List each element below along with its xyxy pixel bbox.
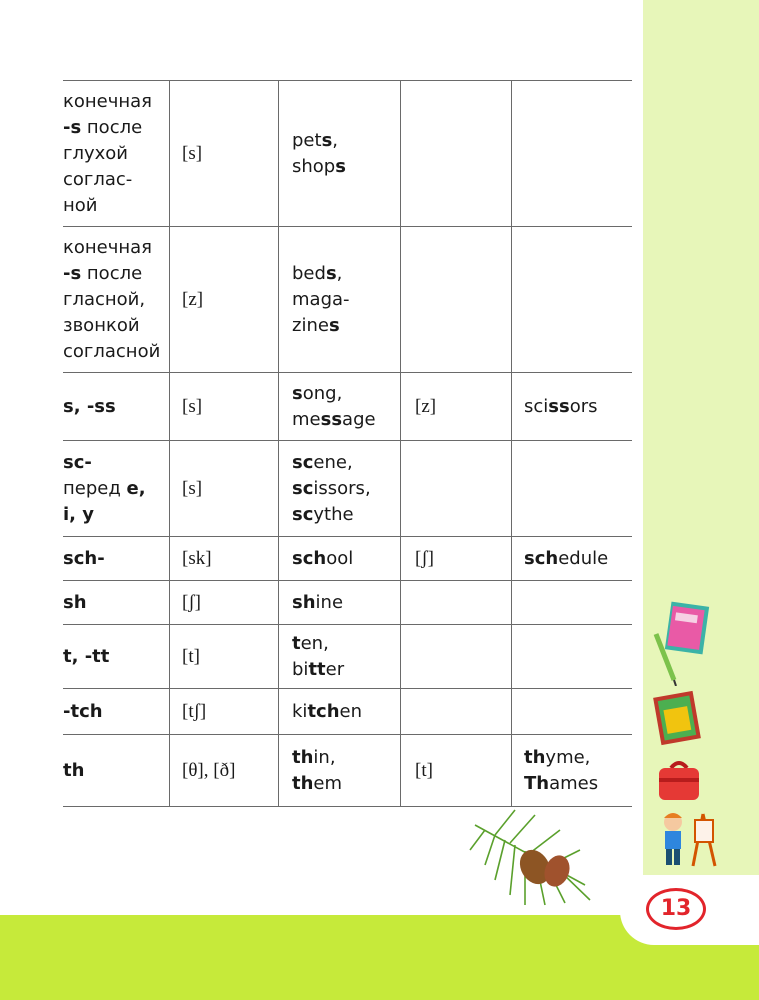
letter-line: i, y	[63, 503, 95, 525]
example2-cell	[512, 373, 633, 441]
example-text: age	[342, 408, 376, 430]
example-text: ool	[326, 547, 354, 569]
example2-cell	[512, 735, 633, 807]
letter-cell: s, -ss	[63, 373, 170, 441]
example-line	[292, 590, 400, 616]
example2-cell	[512, 81, 633, 227]
table-row	[63, 735, 632, 807]
example-line	[292, 287, 400, 313]
example2-cell	[512, 227, 633, 373]
example-text: maga-	[292, 288, 350, 310]
letter-line: ной	[63, 194, 98, 216]
example-text: ,	[336, 262, 343, 284]
letter-bold: -s	[63, 116, 82, 138]
letter-line: гласной,	[63, 288, 146, 310]
example-text: ene,	[313, 451, 353, 473]
example-cell	[279, 625, 401, 689]
letter-bold: e,	[126, 477, 146, 499]
example-text: pet	[292, 129, 322, 151]
example-line	[292, 261, 400, 287]
example-highlight: Th	[524, 772, 550, 794]
example-text: em	[313, 772, 343, 794]
example-text: bi	[292, 658, 309, 680]
example-line	[292, 699, 400, 725]
letter-line: sc-	[63, 451, 92, 473]
letter-bold: -s	[63, 262, 82, 284]
letter-cell: t, -tt	[63, 625, 170, 689]
example-line	[524, 745, 632, 771]
letter-line: звонкой	[63, 314, 140, 336]
example-text: ong,	[302, 382, 343, 404]
letter-line: соглас-	[63, 168, 133, 190]
example-text: er	[325, 658, 345, 680]
example-line	[292, 546, 400, 572]
example-text: in,	[313, 746, 336, 768]
right-margin-inner	[641, 0, 759, 880]
example-highlight: sc	[292, 503, 314, 525]
example2-cell	[512, 581, 633, 625]
example2-cell	[512, 689, 633, 735]
example-highlight: t	[292, 632, 301, 654]
example-text: issors,	[313, 477, 371, 499]
table-row	[63, 81, 632, 227]
example-highlight: tch	[307, 700, 340, 722]
example-highlight: ss	[548, 395, 570, 417]
example-line	[292, 745, 400, 771]
example-text: ,	[332, 129, 339, 151]
letter-line: конечная	[63, 236, 152, 258]
example-line	[292, 313, 400, 339]
letter-cell	[63, 81, 170, 227]
example-highlight: s	[292, 382, 303, 404]
transcription2-cell	[401, 625, 512, 689]
example-line	[292, 128, 400, 154]
transcription-cell: [θ], [ð]	[170, 735, 279, 807]
example-line	[292, 657, 400, 683]
page-number: 13	[646, 888, 706, 930]
transcription-cell: [t]	[170, 625, 279, 689]
example-text: ki	[292, 700, 308, 722]
example-text: ors	[569, 395, 598, 417]
table-row	[63, 373, 632, 441]
transcription2-cell	[401, 227, 512, 373]
example-highlight: sc	[292, 477, 314, 499]
transcription-cell: [s]	[170, 441, 279, 537]
transcription2-cell	[401, 689, 512, 735]
example-highlight: s	[321, 129, 333, 151]
example-highlight: s	[325, 262, 337, 284]
example-line	[292, 502, 400, 528]
table-row	[63, 227, 632, 373]
example-text: sci	[524, 395, 549, 417]
transcription2-cell: [ʃ]	[401, 537, 512, 581]
transcription-cell: [z]	[170, 227, 279, 373]
example-line	[292, 154, 400, 180]
example-highlight: ss	[320, 408, 343, 430]
example-cell	[279, 81, 401, 227]
example-highlight: th	[524, 746, 546, 768]
example-cell	[279, 227, 401, 373]
example-text: edule	[558, 547, 609, 569]
example-text: me	[292, 408, 321, 430]
transcription-cell: [ʃ]	[170, 581, 279, 625]
example-text: ythe	[313, 503, 354, 525]
example-line	[292, 407, 400, 433]
letter-line: конечная	[63, 90, 152, 112]
table-row	[63, 581, 632, 625]
transcription2-cell: [z]	[401, 373, 512, 441]
example-highlight: s	[335, 155, 346, 177]
example-text: ames	[549, 772, 599, 794]
table-row	[63, 441, 632, 537]
pine-branch-icon	[465, 805, 595, 915]
example-highlight: tt	[308, 658, 326, 680]
example-text: ine	[315, 591, 344, 613]
example-text: en	[339, 700, 363, 722]
letter-cell: sh	[63, 581, 170, 625]
phonics-table	[63, 80, 632, 807]
example2-cell	[512, 441, 633, 537]
example-cell	[279, 689, 401, 735]
example-line	[292, 381, 400, 407]
example-line	[292, 631, 400, 657]
example-line	[524, 771, 632, 797]
example-highlight: th	[292, 772, 314, 794]
letter-line: глухой	[63, 142, 128, 164]
example-highlight: s	[328, 314, 340, 336]
example-cell	[279, 581, 401, 625]
example-text: zine	[292, 314, 329, 336]
example-line	[292, 476, 400, 502]
transcription-cell: [tʃ]	[170, 689, 279, 735]
letter-cell: th	[63, 735, 170, 807]
transcription2-cell	[401, 441, 512, 537]
boy-easel-icon	[655, 808, 725, 868]
transcription2-cell: [t]	[401, 735, 512, 807]
example2-cell	[512, 537, 633, 581]
example-cell	[279, 735, 401, 807]
book-icon	[653, 688, 703, 746]
example-highlight: sch	[524, 547, 559, 569]
transcription2-cell	[401, 81, 512, 227]
letter-cell: sch-	[63, 537, 170, 581]
example-highlight: sch	[292, 547, 327, 569]
schoolbag-icon	[655, 758, 703, 804]
letter-line: -s после	[63, 116, 143, 138]
transcription2-cell	[401, 581, 512, 625]
example-line	[524, 546, 632, 572]
example2-cell	[512, 625, 633, 689]
example-line	[292, 450, 400, 476]
example-highlight: sc	[292, 451, 314, 473]
example-cell	[279, 441, 401, 537]
letter-cell: -tch	[63, 689, 170, 735]
letter-cell	[63, 227, 170, 373]
example-highlight: th	[292, 746, 314, 768]
example-cell	[279, 537, 401, 581]
example-text: yme,	[545, 746, 591, 768]
example-line	[524, 394, 632, 420]
example-text: bed	[292, 262, 326, 284]
letter-line: перед e,	[63, 477, 146, 499]
transcription-cell: [s]	[170, 81, 279, 227]
letter-line: согласной	[63, 340, 161, 362]
example-highlight: sh	[292, 591, 316, 613]
table-row	[63, 537, 632, 581]
table-row	[63, 689, 632, 735]
transcription-cell: [s]	[170, 373, 279, 441]
letter-line: -s после	[63, 262, 143, 284]
example-line	[292, 771, 400, 797]
example-cell	[279, 373, 401, 441]
example-text: en,	[300, 632, 329, 654]
transcription-cell: [sk]	[170, 537, 279, 581]
example-text: shop	[292, 155, 336, 177]
notebook-pencil-icon	[650, 600, 710, 686]
letter-cell	[63, 441, 170, 537]
table-row	[63, 625, 632, 689]
